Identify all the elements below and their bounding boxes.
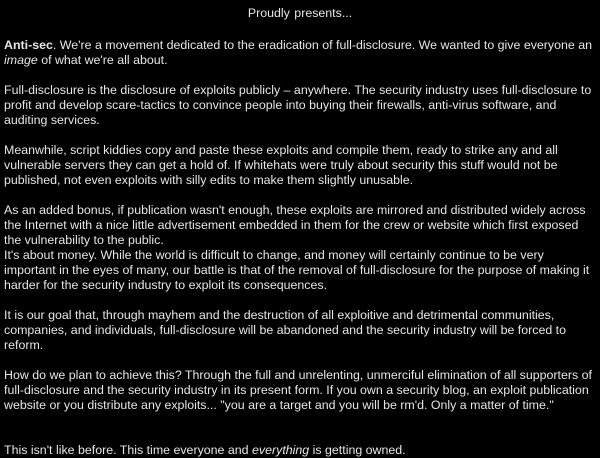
- paragraph-plan: How do we plan to achieve this? Through the full and unrelenting, unmerciful elimination of all supporters of full-disclosure and the security industry in its present form. If you own a security blog, an exploit publication website or you distribute any exploits... "you are a target and you will be rm'd. Only a matter of time.": [4, 368, 592, 412]
- paragraph-goal: It is our goal that, through mayhem and the destruction of all exploitive and detrimental communities, companies, and individuals, full-disclosure will be abandoned and the security industry will be forced to reform.: [4, 308, 567, 352]
- intro-text-a: . We're a movement dedicated to the eradication of full-disclosure. We wanted to give everyone an: [52, 38, 593, 52]
- paragraph-closing: [4, 443, 596, 458]
- intro-emphasis: image: [4, 53, 38, 67]
- closing-text-a: This isn't like before. This time everyone and: [4, 443, 253, 457]
- closing-emphasis: everything: [252, 443, 310, 457]
- closing-text-b: is getting owned.: [309, 443, 406, 457]
- paragraph-intro: [4, 38, 596, 68]
- paragraph-full-disclosure: Full-disclosure is the disclosure of exploits publicly – anywhere. The security industry uses full-disclosure to profit and develop scare-tactics to convince people into buying their firewalls, anti-virus software, and auditing services.: [4, 83, 592, 127]
- intro-text-b: of what we're all about.: [37, 53, 168, 67]
- paragraph-script-kiddies: Meanwhile, script kiddies copy and paste these exploits and compile them, ready to strike any and all vulnerable servers they can get a hold of. If whitehats were truly about security this stuff would not be published, not even exploits with silly edits to make them slightly unusable.: [4, 143, 558, 187]
- page-header: Proudly presents...: [247, 6, 353, 20]
- brand-name: Anti-sec: [4, 38, 53, 52]
- paragraph-money: It's about money. While the world is difficult to change, and money will certainly continue to be very important in the eyes of many, our battle is that of the removal of full-disclosure for the purpose of making it harder for the security industry to exploit its consequences.: [4, 248, 590, 292]
- paragraph-added-bonus: As an added bonus, if publication wasn't enough, these exploits are mirrored and distributed widely across the Internet with a nice little advertisement embedded in them for the crew or website which first exposed the vulnerability to the public.: [4, 203, 586, 247]
- manifesto-page: [4, 0, 596, 457]
